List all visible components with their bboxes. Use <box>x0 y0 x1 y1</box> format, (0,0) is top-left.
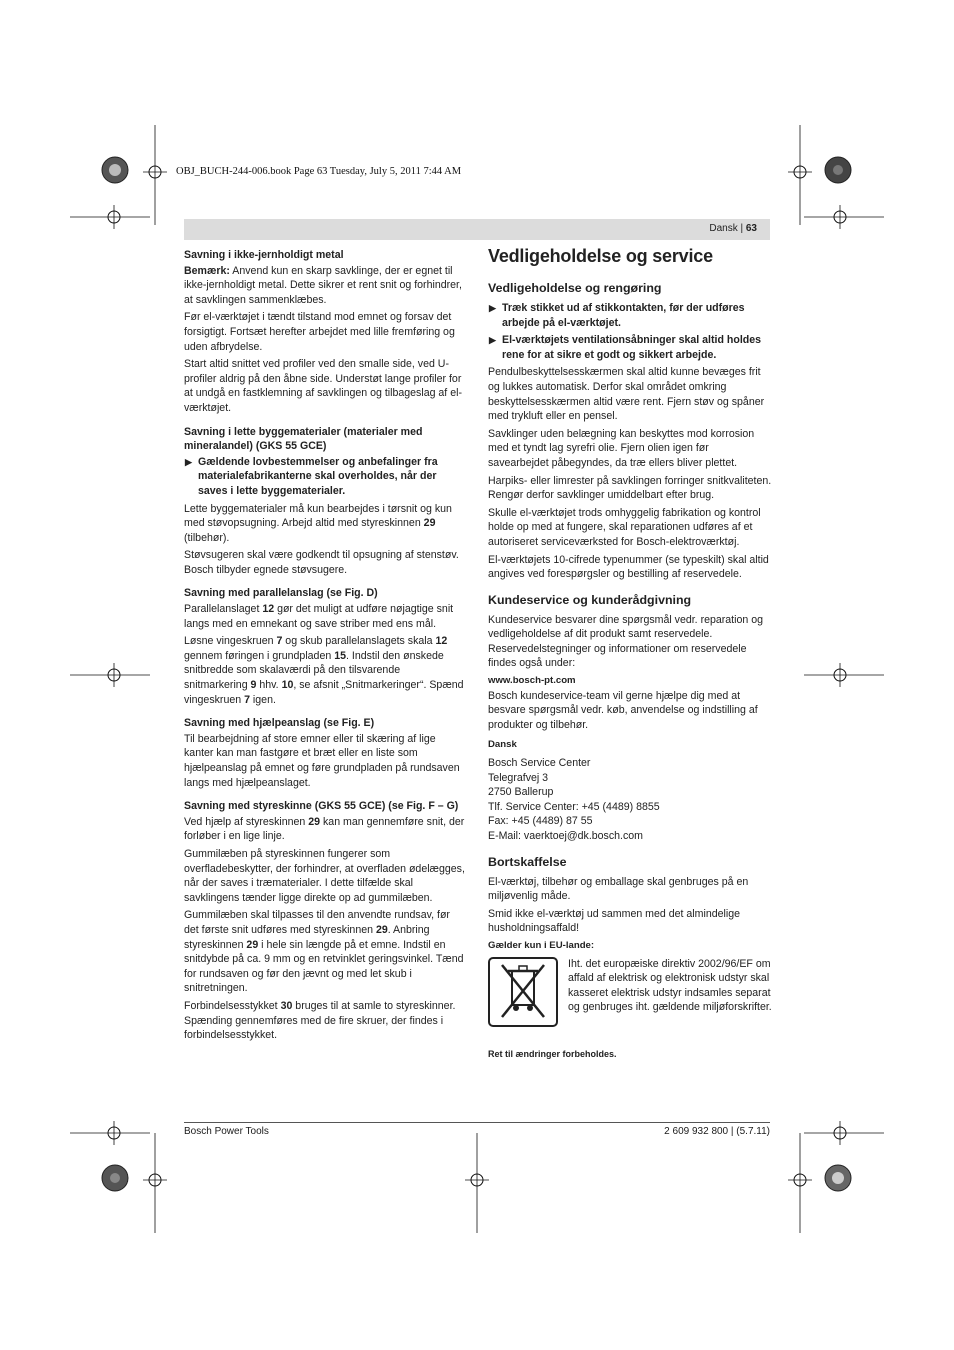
triangle-right-icon: ▶ <box>489 303 496 313</box>
bullet-text: Træk stikket ud af stikkontakten, før der udføres arbejde på el-værktøjet. <box>502 302 745 329</box>
subheading: Kundeservice og kunderådgivning <box>488 592 692 607</box>
reservation-note: Ret til ændringer forbeholdes. <box>488 1048 617 1059</box>
right-column <box>488 246 772 1061</box>
page-header-bar <box>184 219 770 240</box>
paragraph: Harpiks- eller limrester på savklingen forringer snitkvaliteten. Rengør derfor savklinger umiddelbart efter brug. <box>488 474 772 502</box>
paragraph <box>184 502 466 546</box>
address-line: 2750 Ballerup <box>488 786 554 799</box>
footer-doc-number: 2 609 932 800 | (5.7.11) <box>664 1126 770 1137</box>
address-line: Fax: +45 (4489) 87 55 <box>488 815 593 828</box>
warning-bullet <box>488 333 772 362</box>
text: og skub parallelanslagets skala <box>282 635 436 648</box>
paragraph <box>184 815 466 844</box>
paragraph <box>184 602 466 631</box>
header-separator: | <box>737 223 746 234</box>
text: . Indstil den ønskede snitbredde som skalaværdi på den tilsvarende snitmarkering <box>184 649 444 692</box>
weee-block <box>488 957 772 1027</box>
crosshair-mark-icon <box>780 1133 820 1233</box>
address-line: Telegrafvej 3 <box>488 771 549 784</box>
ref-number: 29 <box>423 517 436 530</box>
bullet-text: El-værktøjets ventilationsåbninger skal altid holdes rene for at sikre et godt og sikkert arbejde. <box>502 334 762 361</box>
page-header-text <box>709 223 757 234</box>
ref-number: 7 <box>276 635 283 648</box>
triangle-right-icon: ▶ <box>185 456 192 467</box>
ref-number: 12 <box>435 635 448 648</box>
registration-mark-icon <box>95 150 135 190</box>
paragraph: Før el-værktøjet i tændt tilstand mod emnet og forsav det forsigtigt. Fortsæt herefter arbejdet med lille fremføring og uden afbrydelse. <box>184 311 455 353</box>
subheading: Bortskaffelse <box>488 854 567 869</box>
warning-bullet <box>184 455 466 499</box>
text: Ved hjælp af styreskinnen <box>184 815 309 828</box>
crossed-out-wheelie-bin-icon <box>488 957 558 1027</box>
section-title: Savning med hjælpeanslag (se Fig. E) <box>184 717 375 730</box>
address-line: E-Mail: vaerktoej@dk.bosch.com <box>488 830 644 842</box>
text: . Anbring styreskinnen <box>184 923 430 951</box>
text: bruges til at samle to styreskinner. Spænding gennemføres med de fire skruer, der findes i forbindelsesstykket. <box>184 999 456 1042</box>
section-title: Savning med styreskinne (GKS 55 GCE) (se Fig. F – G) <box>184 800 459 813</box>
crosshair-mark-icon <box>804 655 884 695</box>
paragraph: El-værktøjets 10-cifrede typenummer (se typeskilt) skal altid angives ved forespørgsler og bestilling af reservedele. <box>488 553 769 581</box>
footer-rule <box>184 1122 770 1123</box>
address-line: Bosch Service Center <box>488 757 591 770</box>
printer-slug-line: OBJ_BUCH-244-006.book Page 63 Tuesday, July 5, 2011 7:44 AM <box>176 166 462 177</box>
ref-number: 29 <box>246 938 259 951</box>
footer-brand: Bosch Power Tools <box>184 1126 269 1137</box>
address-block <box>488 756 772 844</box>
ref-number: 12 <box>262 603 275 616</box>
ref-number: 29 <box>308 815 321 828</box>
subheading: Vedligeholdelse og rengøring <box>488 281 662 295</box>
crosshair-mark-icon <box>70 655 150 695</box>
paragraph <box>184 908 466 996</box>
text: gennem føringen i grundpladen <box>184 649 335 662</box>
warning-bullet <box>488 301 772 330</box>
main-heading: Vedligeholdelse og service <box>488 246 713 266</box>
registration-mark-icon <box>818 150 858 190</box>
text: gør det muligt at udføre nøjagtige snit langs med en emnekant og save striber med ens mål. <box>184 603 454 630</box>
section-title: Savning i lette byggematerialer (materialer med mineralandel) (GKS 55 GCE) <box>184 425 423 453</box>
ref-number: 30 <box>280 999 293 1012</box>
paragraph <box>184 999 466 1043</box>
triangle-right-icon: ▶ <box>489 335 496 346</box>
paragraph: Kundeservice besvarer dine spørgsmål vedr. reparation og vedligeholdelse af dit produkt samt reservedele. Reservedelstegninger og informationer om reservedele findes også under: <box>488 613 763 670</box>
text: , se afsnit „Snitmarkeringer“. Spænd vingeskruen <box>184 679 464 706</box>
registration-mark-icon <box>95 1158 135 1198</box>
note-text: Anvend kun en skarp savklinge, der er egnet til ikke-jernholdigt metal. Dette sikrer et rent snit og forhindrer, at savklingen sammenklæbes. <box>184 264 462 306</box>
paragraph <box>184 264 466 308</box>
paragraph: Skulle el-værktøjet trods omhyggelig fabrikation og kontrol holde op med at fungere, skal reparationen udføres af et autoriseret serviceværksted for Bosch-elektroværktøj. <box>488 506 761 548</box>
header-page-number: 63 <box>745 223 757 234</box>
text: (tilbehør). <box>184 531 230 544</box>
note-label: Bemærk: <box>184 264 230 277</box>
text: Lette byggematerialer må kun bearbejdes i tørsnit og kun med støvopsugning. Arbejd altid med styreskinnen <box>184 502 452 530</box>
website-link[interactable]: www.bosch-pt.com <box>488 675 576 687</box>
crosshair-mark-icon <box>457 1133 497 1233</box>
country-label: Dansk <box>488 739 517 751</box>
bullet-text: Gældende lovbestemmelser og anbefalinger fra materialefabrikanterne skal overholdes, når der saves i lette byggematerialer. <box>198 455 438 497</box>
text: Forbindelsesstykket <box>184 999 281 1012</box>
paragraph: Bosch kundeservice-team vil gerne hjælpe dig med at besvare spørgsmål vedr. køb, anvendelse og indstilling af produkter og tilbehør. <box>488 689 758 731</box>
crosshair-mark-icon <box>70 197 150 237</box>
ref-number: 7 <box>244 693 250 706</box>
left-column <box>184 248 466 1046</box>
header-language: Dansk <box>709 223 738 234</box>
ref-number: 10 <box>281 679 294 692</box>
section-title: Savning med parallelanslag (se Fig. D) <box>184 587 378 600</box>
text: Parallelanslaget <box>184 603 263 616</box>
crosshair-mark-icon <box>135 1133 175 1233</box>
text: igen. <box>249 693 276 706</box>
paragraph: Gummilæben på styreskinnen fungerer som overfladebeskytter, der forhindrer, at overfladen ødelægges, når der saves i træmaterialer. I dette tilfælde skal savklingens tænder ligge direkte op ad gummilæben. <box>184 847 465 904</box>
ref-number: 9 <box>250 679 257 692</box>
section-title: Savning i ikke-jernholdigt metal <box>184 249 344 261</box>
text: kan man gennemføre snit, der forløber i en lige linje. <box>184 815 465 843</box>
text: i hele sin længde på et emne. Indstil en snitdybde på ca. 9 mm og en retvinklet geringsvinkel. Tænd for rundsaven og før den jævnt og med let skub i snitretningen. <box>184 938 464 995</box>
ref-number: 29 <box>375 923 388 936</box>
paragraph: Pendulbeskyttelsesskærmen skal altid kunne bevæges frit og lukkes automatisk. Derfor skal området omkring beskyttelsesskærmen altid være rent. Fjern støv og spåner med trykluft eller en pensel. <box>488 366 765 423</box>
crosshair-mark-icon <box>804 197 884 237</box>
ref-number: 15 <box>334 649 346 662</box>
paragraph <box>184 634 466 707</box>
eu-label: Gælder kun i EU-lande: <box>488 939 595 951</box>
paragraph: Støvsugeren skal være godkendt til opsugning af stenstøv. Bosch tilbyder egnede støvsugere. <box>184 549 459 576</box>
paragraph: El-værktøj, tilbehør og emballage skal genbruges på en miljøvenlig måde. <box>488 875 749 903</box>
address-line: Tlf. Service Center: +45 (4489) 8855 <box>488 800 660 813</box>
text: Gummilæben skal tilpasses til den anvendte rundsav, før det første snit udføres med styreskinnen <box>184 909 450 936</box>
registration-mark-icon <box>818 1158 858 1198</box>
text: Løsne vingeskruen <box>184 635 277 648</box>
text: hhv. <box>256 679 282 692</box>
paragraph: Til bearbejdning af store emner eller til skæring af lige kanter kan man fastgøre et bræt eller en liste som hjælpeanslag på emnet og føre grundpladen på rundsaven langs med hjælpeanslaget. <box>184 732 460 789</box>
paragraph: Start altid snittet ved profiler ved den smalle side, ved U-profiler aldrig på den åbne side. Understøt lange profiler for at undgå en fastklemning af savklingen og tilbageslag af el-værktøjet. <box>184 358 462 414</box>
paragraph: Savklinger uden belægning kan beskyttes mod korrosion med et tyndt lag syrefri olie. Fjern olien igen før savearbejdet påbegyndes, da træ ellers bliver plettet. <box>488 427 755 469</box>
paragraph: Smid ikke el-værktøj ud sammen med det almindelige husholdningsaffald! <box>488 907 740 935</box>
weee-text: Iht. det europæiske direktiv 2002/96/EF om affald af elektrisk og elektronisk udstyr skal kasseret elektrisk udstyr indsamles separat og genbruges iht. gældende miljøforskrifter. <box>568 957 772 1014</box>
